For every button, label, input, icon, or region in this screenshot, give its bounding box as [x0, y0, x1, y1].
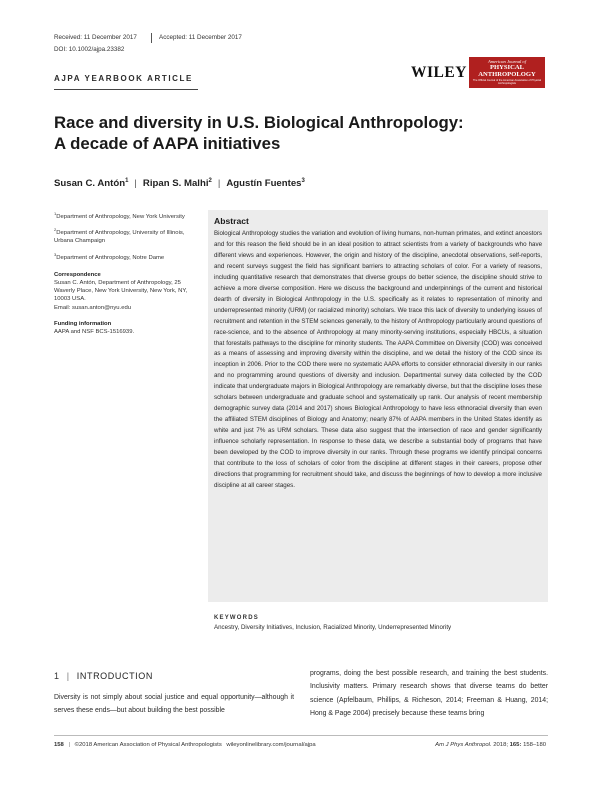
page-number: 158 — [54, 742, 64, 748]
funding-heading: Funding information — [54, 320, 112, 327]
doi: DOI: 10.1002/ajpa.23382 — [54, 46, 125, 53]
keywords-block — [214, 606, 544, 632]
author-affiliation-ref: 1 — [125, 178, 129, 184]
correspondence-email[interactable]: Email: susan.anton@nyu.edu — [54, 304, 132, 311]
journal-badge-line4: The Official Journal of the American Association of Physical Anthropologists — [472, 79, 542, 85]
wiley-logo: WILEY — [411, 64, 467, 81]
author-separator: | — [134, 178, 137, 190]
title-line-1: Race and diversity in U.S. Biological Anthropology: — [54, 113, 464, 132]
author-list — [54, 178, 305, 189]
header-divider — [151, 33, 152, 43]
author-affiliation-ref: 3 — [301, 178, 305, 184]
funding-block — [54, 320, 198, 336]
copyright-text: ©2018 American Association of Physical Anthropologists — [74, 742, 222, 748]
abstract-box — [208, 210, 548, 602]
journal-badge-line3: ANTHROPOLOGY — [478, 71, 536, 78]
affiliation-text: Department of Anthropology, New York University — [56, 213, 185, 220]
footer-rule — [54, 735, 548, 736]
section-heading-introduction — [54, 671, 153, 681]
author-name: Ripan S. Malhi — [142, 178, 209, 190]
sidebar-info — [54, 210, 198, 341]
footer-separator: | — [68, 742, 71, 748]
affiliation-number: 2 — [54, 227, 57, 233]
title-line-2: A decade of AAPA initiatives — [54, 134, 281, 153]
article-title — [54, 112, 554, 154]
intro-left-column: Diversity is not simply about social justice and equal opportunity—although it serves these ends—but about building the best possible — [54, 694, 294, 715]
affiliation — [54, 210, 198, 221]
citation-year: 2018; — [493, 742, 508, 748]
affiliation — [54, 251, 198, 262]
affiliation — [54, 226, 198, 245]
affiliation-text: Department of Anthropology, University of Illinois, Urbana Champaign — [54, 230, 185, 245]
citation-journal: Am J Phys Anthropol. — [435, 742, 492, 748]
article-type-label: AJPA YEARBOOK ARTICLE — [54, 74, 193, 83]
accepted-date: Accepted: 11 December 2017 — [159, 34, 242, 41]
abstract-text: Biological Anthropology studies the variation and evolution of living humans, non-human primates, and extinct ancestors and for this reason the field should be in an ideal position to attract scientists from a variety of backgrounds who have different views and experiences. However, the origin and history of the discipline, anecdotal observations, self-reports, and recent surveys suggest the field has significant barriers to attracting scholars of color. For a variety of reasons, including quantitative research that demonstrates that diverse groups do better science, the discipline should strive to achieve a more diverse composition. Here we discuss the background and underpinnings of the current and historical dearth of diversity in Biological Anthropology in the U.S. specifically as it relates to representation of minority and underrepresented minority (URM) (or racialized minority) scholars. We trace this lack of diversity to underlying issues of recruitment and retention in the STEM sciences generally, to the history of Anthropology particularly around questions of race-science, and to the absence of Anthropology at many minority-serving institutions, especially HBCUs, a situation that forestalls pathways to the discipline for minority students. The AAPA Committee on Diversity (COD) was conceived as a means of assessing and improving diversity within the discipline, and we detail the history of the COD since its inception in 2006. Prior to the COD there were no systematic AAPA efforts to consider ethnoracial diversity in our ranks and no programming around questions of diversity and inclusion. Departmental survey data collected by the COD indicate that undergraduate majors in Biological Anthropology are remarkably diverse, but that the discipline loses these scholars between undergraduate and graduate school and systematically up rank. Our analysis of recent membership demographic survey data (2014 and 2017) shows Biological Anthropology to have less ethnoracial diversity than even the affiliated STEM disciplines of Biology and Anatomy; nearly 87% of AAPA members in the United States identify as white and just 7% as URM scholars. These data also suggest that the intersection of race and gender significantly influence scholarly representation. In response to these data, we describe a substantial body of programs that have been developed by the COD to improve diversity in our ranks. Through these programs we identify principal concerns that contribute to the loss of scholars of color from the discipline at different stages in their careers, propose other directions that programming for recruitment should take, and discuss the beginnings of how to develop a more inclusive discipline at all career stages. — [214, 230, 542, 489]
correspondence-block — [54, 271, 198, 312]
footer-left — [54, 742, 316, 748]
author-name: Susan C. Antón — [54, 178, 126, 190]
citation-pages: 158–180 — [523, 742, 546, 748]
section-separator: | — [66, 671, 70, 681]
journal-url[interactable]: wileyonlinelibrary.com/journal/ajpa — [226, 742, 316, 748]
author-affiliation-ref: 2 — [208, 178, 212, 184]
citation-volume: 165: — [509, 742, 522, 748]
received-date: Received: 11 December 2017 — [54, 34, 137, 41]
keywords-text: Ancestry, Diversity Initiatives, Inclusion, Racialized Minority, Underrepresented Minority — [214, 624, 452, 631]
correspondence-heading: Correspondence — [54, 271, 101, 278]
intro-right-column: programs, doing the best possible research, and training the best students. Inclusivity matters. Primary research shows that diverse teams do better science (Apfelbaum, Phillips, & Richeson, 2014; Freeman & Huang, 2014; Hong & Page 2004) precisely because these teams bring — [310, 670, 548, 717]
section-number: 1 — [54, 671, 60, 681]
article-type-rule — [54, 89, 198, 90]
affiliation-number: 3 — [54, 251, 57, 257]
keywords-heading: KEYWORDS — [214, 615, 259, 621]
abstract-heading: Abstract — [214, 216, 249, 226]
journal-badge-line1: American Journal of — [487, 59, 527, 64]
footer-citation — [435, 742, 546, 748]
affiliation-number: 1 — [54, 211, 57, 216]
journal-badge-line2: PHYSICAL — [489, 64, 525, 71]
funding-text: AAPA and NSF BCS-1516939. — [54, 328, 135, 335]
author-separator: | — [217, 178, 221, 190]
journal-badge — [469, 57, 545, 88]
affiliation-text: Department of Anthropology, Notre Dame — [56, 254, 165, 261]
author-name: Agustín Fuentes — [226, 178, 302, 190]
section-title: INTRODUCTION — [76, 671, 153, 681]
correspondence-text: Susan C. Antón, Department of Anthropology, 25 Waverly Place, New York University, New York, NY, 10003 USA. — [54, 279, 188, 303]
